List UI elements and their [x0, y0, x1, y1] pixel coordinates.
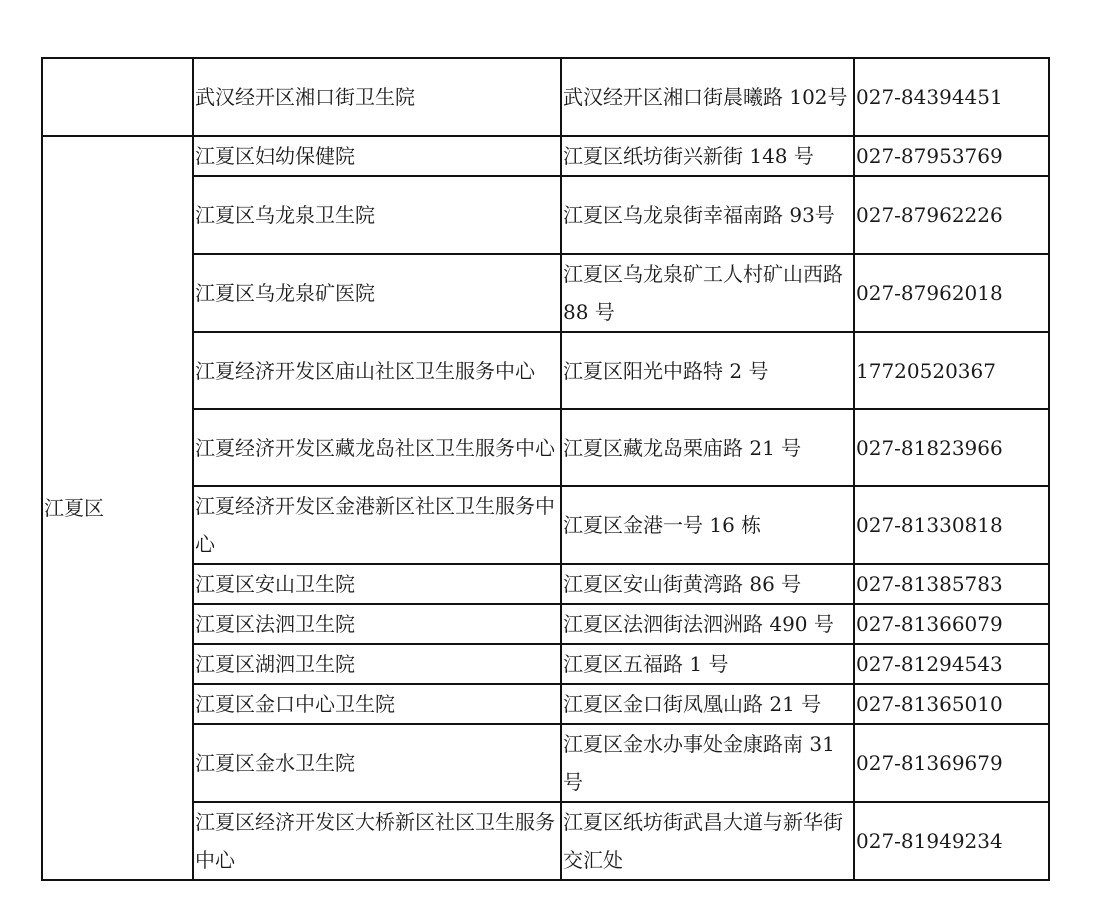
address-cell: 江夏区纸坊街兴新街 148 号 — [561, 136, 854, 176]
hospital-table — [41, 57, 1050, 881]
hospital-name-cell: 江夏区安山卫生院 — [193, 564, 561, 604]
table-row — [42, 409, 1049, 486]
table-row — [42, 486, 1049, 564]
phone-cell: 027-81294543 — [854, 644, 1049, 684]
hospital-name-cell: 江夏区金口中心卫生院 — [193, 684, 561, 724]
address-cell: 江夏区五福路 1 号 — [561, 644, 854, 684]
hospital-name-cell: 江夏经济开发区金港新区社区卫生服务中心 — [193, 486, 561, 564]
phone-cell: 027-84394451 — [854, 58, 1049, 136]
table-row — [42, 604, 1049, 644]
district-cell — [42, 58, 193, 136]
district-cell: 江夏区 — [42, 136, 193, 880]
table-row — [42, 684, 1049, 724]
phone-cell: 027-81369679 — [854, 724, 1049, 802]
address-cell: 江夏区安山街黄湾路 86 号 — [561, 564, 854, 604]
address-cell: 江夏区金口街凤凰山路 21 号 — [561, 684, 854, 724]
table-row — [42, 802, 1049, 880]
hospital-name-cell: 武汉经开区湘口街卫生院 — [193, 58, 561, 136]
hospital-name-cell: 江夏区乌龙泉矿医院 — [193, 254, 561, 332]
table-row — [42, 332, 1049, 409]
hospital-name-cell: 江夏经济开发区藏龙岛社区卫生服务中心 — [193, 409, 561, 486]
table-row — [42, 176, 1049, 254]
address-cell: 江夏区乌龙泉矿工人村矿山西路 88 号 — [561, 254, 854, 332]
address-cell: 江夏区金水办事处金康路南 31 号 — [561, 724, 854, 802]
phone-cell: 027-81330818 — [854, 486, 1049, 564]
hospital-name-cell: 江夏区法泗卫生院 — [193, 604, 561, 644]
hospital-name-cell: 江夏区妇幼保健院 — [193, 136, 561, 176]
phone-cell: 027-81823966 — [854, 409, 1049, 486]
hospital-name-cell: 江夏经济开发区庙山社区卫生服务中心 — [193, 332, 561, 409]
hospital-name-cell: 江夏区湖泗卫生院 — [193, 644, 561, 684]
phone-cell: 027-81366079 — [854, 604, 1049, 644]
address-cell: 江夏区纸坊街武昌大道与新华街交汇处 — [561, 802, 854, 880]
hospital-name-cell: 江夏区乌龙泉卫生院 — [193, 176, 561, 254]
table-row — [42, 136, 1049, 176]
table-row — [42, 644, 1049, 684]
address-cell: 江夏区金港一号 16 栋 — [561, 486, 854, 564]
address-cell: 江夏区法泗街法泗洲路 490 号 — [561, 604, 854, 644]
hospital-name-cell: 江夏区金水卫生院 — [193, 724, 561, 802]
address-cell: 江夏区阳光中路特 2 号 — [561, 332, 854, 409]
address-cell: 江夏区乌龙泉街幸福南路 93号 — [561, 176, 854, 254]
table-row — [42, 564, 1049, 604]
table-row — [42, 254, 1049, 332]
phone-cell: 027-87953769 — [854, 136, 1049, 176]
phone-cell: 027-81365010 — [854, 684, 1049, 724]
phone-cell: 17720520367 — [854, 332, 1049, 409]
table-row — [42, 58, 1049, 136]
phone-cell: 027-87962226 — [854, 176, 1049, 254]
address-cell: 武汉经开区湘口街晨曦路 102号 — [561, 58, 854, 136]
phone-cell: 027-81385783 — [854, 564, 1049, 604]
phone-cell: 027-87962018 — [854, 254, 1049, 332]
address-cell: 江夏区藏龙岛栗庙路 21 号 — [561, 409, 854, 486]
phone-cell: 027-81949234 — [854, 802, 1049, 880]
table-row — [42, 724, 1049, 802]
hospital-name-cell: 江夏区经济开发区大桥新区社区卫生服务中心 — [193, 802, 561, 880]
